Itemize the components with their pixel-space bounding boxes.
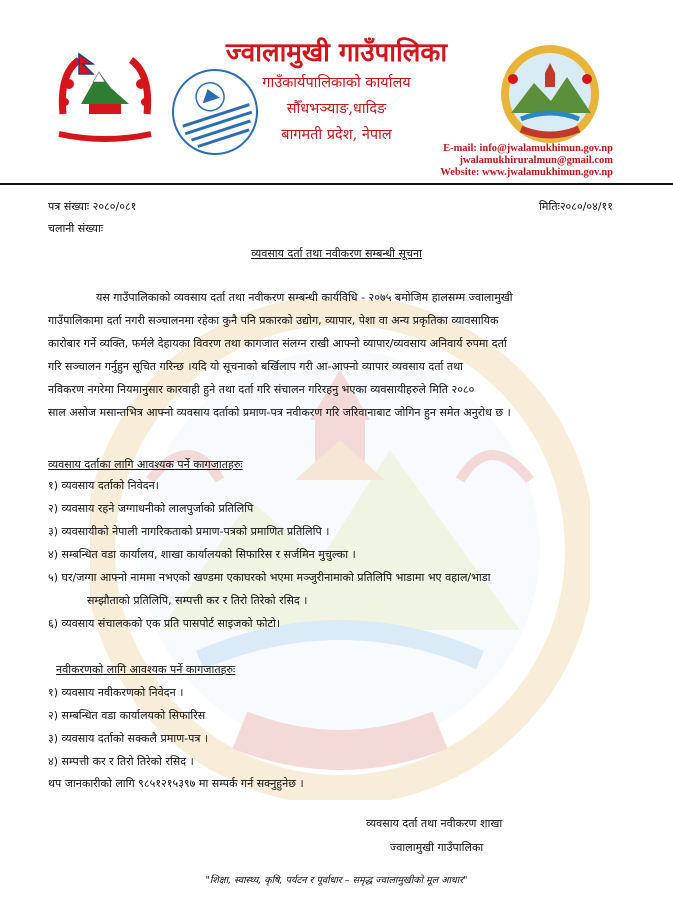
list-item: ४) सम्बन्धित वडा कार्यालय, शाखा कार्यालयको सिफारिस र सर्जमिन मुचुल्का ।	[48, 548, 356, 561]
office-province: बागमती प्रदेश, नेपाल	[281, 127, 392, 143]
office-address: सौँधभञ्याङ,धादिङ	[286, 101, 387, 117]
body-line-3: कारोबार गर्ने व्यक्ति, फर्मले देहायका विवरण तथा कागजात संलग्न राखी आफ्नो व्यापार/व्यवसाय अनिवार्य रुपमा दर्ता	[48, 337, 507, 350]
list-item: ३) व्यवसायीको नेपाली नागरिकताको प्रमाण-पत्रको प्रमाणित प्रतिलिपि ।	[48, 525, 330, 538]
list-item-continuation: सम्झौताको प्रतिलिपि, सम्पत्ती कर र तिरो तिरेको रसिद ।	[87, 594, 308, 607]
list-item: ५) घर/जग्गा आफ्नो नाममा नभएको खण्डमा एकाघरको भएमा मञ्जुरीनामाको प्रतिलिपि भाडामा भए वहाल/भाडा	[48, 571, 491, 584]
body-line-6: साल असोज मसान्तभित्र आफ्नो व्यवसाय दर्ताको प्रमाण-पत्र नवीकरण गरि जरिवानाबाट जोगिन हुन समेत अनुरोध छ ।	[48, 406, 511, 419]
body-line-2: गाउँपालिकामा दर्ता नगरी सञ्चालनमा रहेका कुनै पनि प्रकारको उद्योग, व्यापार, पेशा वा अन्य प्रकृतिका व्यावसायिक	[48, 314, 499, 327]
list-item: २) व्यवसाय रहने जग्गाधनीको लालपुर्जाको प्रतिलिपि	[48, 502, 254, 515]
list-item: ४) सम्पत्ती कर र तिरो तिरेको रसिद ।	[48, 755, 194, 768]
footer-slogan: "शिक्षा, स्वास्थ्य, कृषि, पर्यटन र पूर्वाधार – समृद्ध ज्वालामुखीको मूल आधार"	[205, 875, 468, 886]
letter-date: मितिः२०८०/०४/११	[539, 200, 613, 213]
registration-docs-heading: व्यवसाय दर्ताका लागि आवश्यक पर्ने कागजातहरुः	[48, 458, 243, 471]
office-name: गाउँकार्यपालिकाको कार्यालय	[262, 75, 411, 91]
letter-number: पत्र संख्याः २०८०/०८१	[48, 200, 137, 213]
list-item: ६) व्यवसाय संचालकको एक प्रति पासपोर्ट साइजको फोटो।	[48, 617, 281, 630]
municipality-title: ज्वालामुखी गाउँपालिका	[225, 38, 448, 68]
list-item: ३) व्यवसाय दर्ताको सक्कलै प्रमाण-पत्र ।	[48, 732, 209, 745]
contact-website[interactable]: Website: www.jwalamukhimun.gov.np	[440, 167, 613, 178]
dispatch-number: चलानी संख्याः	[48, 222, 104, 235]
body-line-1: यस गाउँपालिकाको व्यवसाय दर्ता तथा नवीकरण सम्बन्धी कार्यविधि - २०७५ बमोजिम हालसम्म ज्वालामुखी	[96, 291, 513, 304]
signature-branch: व्यवसाय दर्ता तथा नवीकरण शाखा	[366, 817, 503, 830]
header-divider	[0, 183, 673, 185]
renewal-docs-heading: नवीकरणको लागि आवश्यक पर्ने कागजातहरुः	[56, 663, 236, 676]
contact-email-alt[interactable]: jwalamukhiruralmun@gmail.com	[459, 155, 613, 166]
body-line-4: गरि सञ्चालन गर्नुहुन सूचित गरिन्छ ।यदि यो सूचनाको बर्खिलाप गरी आ-आफ्नो व्यापार व्यवसाय दर्ता तथा	[48, 360, 463, 373]
list-item: १) व्यवसाय दर्ताको निवेदन।	[48, 479, 159, 492]
signature-municipality: ज्वालामुखी गाउँपालिका	[390, 841, 484, 854]
contact-info-line: थप जानकारीको लागि ९८५१२१५३९७ मा सम्पर्क गर्न सक्नुहुनेछ ।	[48, 777, 304, 790]
body-line-5: नविकरण नगरेमा नियमानुसार कारवाही हुने तथा दर्ता गरि संचालन गरिरहनु भएका व्यवसायीहरुले मिति २०८०	[48, 383, 475, 396]
list-item: २) सम्बन्धित वडा कार्यालयको सिफारिस	[48, 709, 206, 722]
notice-subject: व्यवसाय दर्ता तथा नवीकरण सम्बन्धी सूचना	[251, 247, 422, 260]
list-item: १) व्यवसाय नवीकरणको निवेदन ।	[48, 686, 184, 699]
contact-email[interactable]: E-mail: info@jwalamukhimun.gov.np	[443, 143, 613, 154]
